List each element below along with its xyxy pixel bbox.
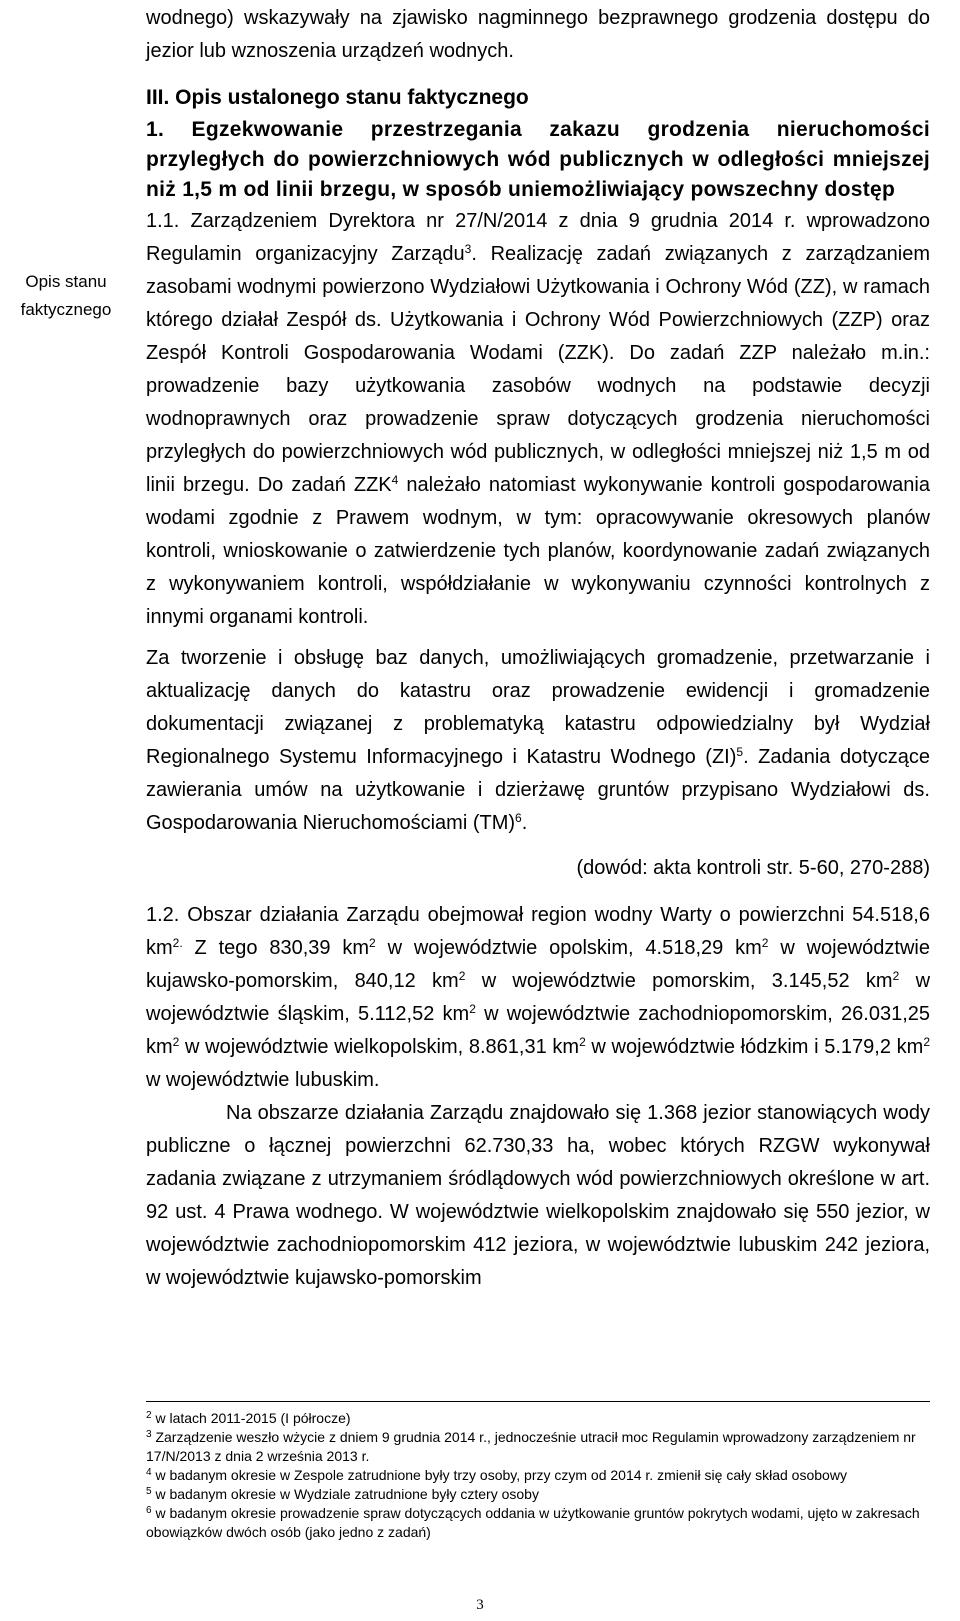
footnote-5	[146, 1485, 930, 1504]
section-heading: III. Opis ustalonego stanu faktycznego	[146, 86, 529, 109]
p12-s8: 2	[579, 1035, 586, 1049]
paragraph-1-1-text-a: 1.1. Zarządzeniem Dyrektora nr 27/N/2014 z dnia 9 grudnia 2014 r. wprowadzono Regulamin organizacyjny Zarządu	[146, 210, 930, 265]
paragraph-1-1	[146, 205, 930, 634]
paragraph-1-1-text-c: należało natomiast wykonywanie kontroli gospodarowania wodami zgodnie z Prawem wodnym, w tym: opracowywanie okresowych planów kontroli, wnioskowanie o zatwierdzenie tych planów, koordynowanie zadań związanych z wykonywaniem kontroli, współdziałanie w wykonywaniu czynności kontrolnych z innymi organami kontroli.	[146, 474, 930, 628]
p12-t3: w województwie opolskim, 4.518,29 km	[375, 937, 762, 959]
margin-note	[10, 268, 122, 324]
footnote-6-num: 6	[146, 1505, 152, 1516]
margin-note-line-2: faktycznego	[20, 300, 112, 319]
page-number: 3	[476, 1597, 484, 1613]
p12-t7: w województwie zachodniopomorskim, 26.031,25 km	[146, 1003, 930, 1058]
paragraph-1-2	[146, 899, 930, 1097]
p12-t1: 1.2. Obszar działania Zarządu obejmował region wodny Warty o powierzchni 54.518,6 km	[146, 904, 930, 959]
p12-s3: 2	[761, 936, 769, 950]
footnote-4-text: w badanym okresie w Zespole zatrudnione były trzy osoby, przy czym od 2014 r. zmienił się cały skład osobowy	[151, 1467, 847, 1483]
footnote-3-num: 3	[146, 1429, 152, 1440]
p12-s6: 2	[469, 1002, 476, 1016]
margin-note-line-1: Opis stanu	[25, 272, 107, 291]
footnote-6	[146, 1504, 930, 1542]
footnote-ref-5[interactable]: 5	[736, 745, 744, 759]
footnote-3-text: Zarządzenie weszło wżycie z dniem 9 grudnia 2014 r., jednocześnie utracił moc Regulamin wprowadzony zarządzeniem nr 17/N/2013 z dnia 2 września 2013 r.	[146, 1429, 916, 1464]
body-text	[146, 0, 930, 1295]
p12-s9: 2	[923, 1035, 931, 1049]
footnote-6-text: w badanym okresie prowadzenie spraw dotyczących oddania w użytkowanie gruntów pokrytych wodami, ujęto w zakresach obowiązków dwóch osób (jako jedno z zadań)	[146, 1505, 920, 1540]
paragraph-lakes: Na obszarze działania Zarządu znajdowało się 1.368 jezior stanowiących wody publiczne o łącznej powierzchni 62.730,33 ha, wobec których RZGW wykonywał zadania związane z utrzymaniem śródlądowych wód powierzchniowych określone w art. 92 ust. 4 Prawa wodnego. W województwie wielkopolskim znajdowało się 550 jezior, w województwie zachodniopomorskim 412 jeziora, w województwie lubuskim 242 jeziora, w województwie kujawsko-pomorskim	[146, 1102, 930, 1289]
paragraph-zi-text-a: Za tworzenie i obsługę baz danych, umożliwiających gromadzenie, przetwarzanie i aktualizację danych do katastru oraz prowadzenie ewidencji i gromadzenie dokumentacji związanej z problematyką katastru odpowiedzialny był Wydział Regionalnego Systemu Informacyjnego i Katastru Wodnego (ZI)	[146, 647, 930, 768]
p12-s7: 2	[172, 1035, 180, 1049]
footnote-2	[146, 1409, 930, 1428]
paragraph-1-1-text-b: . Realizację zadań związanych z zarządzaniem zasobami wodnymi powierzono Wydziałowi Użytkowania i Ochrony Wód (ZZ), w ramach którego działał Zespół ds. Użytkowania i Ochrony Wód Powierzchniowych (ZZP) oraz Zespół Kontroli Gospodarowania Wodami (ZZK). Do zadań ZZP należało m.in.: prowadzenie bazy użytkowania zasobów wodnych na podstawie decyzji wodnoprawnych oraz prowadzenie spraw dotyczących grodzenia nieruchomości przyległych do powierzchniowych wód publicznych, w odległości mniejszej niż 1,5 m od linii brzegu. Do zadań ZZK	[146, 243, 931, 496]
footnote-3	[146, 1428, 930, 1466]
footnote-5-text: w badanym okresie w Wydziale zatrudnione były cztery osoby	[151, 1486, 539, 1502]
p12-s5: 2	[892, 969, 900, 983]
footnote-ref-6[interactable]: 6	[515, 811, 522, 825]
p12-s1: 2.	[172, 936, 183, 950]
p12-s2: 2	[369, 936, 376, 950]
footnote-4	[146, 1466, 930, 1485]
p12-t10: w województwie lubuskim.	[146, 1069, 380, 1091]
p12-t9: w województwie łódzkim i 5.179,2 km	[585, 1036, 924, 1058]
footnote-5-num: 5	[146, 1486, 152, 1497]
p12-t8: w województwie wielkopolskim, 8.861,31 km	[179, 1036, 580, 1058]
p12-t6: w województwie śląskim, 5.112,52 km	[146, 970, 931, 1025]
footnote-2-num: 2	[146, 1410, 152, 1421]
p12-t4: w województwie kujawsko-pomorskim, 840,12 km	[146, 937, 930, 992]
footnote-divider	[146, 1401, 930, 1402]
intro-paragraph: wodnego) wskazywały na zjawisko nagminnego bezprawnego grodzenia dostępu do jezior lub wznoszenia urządzeń wodnych.	[146, 7, 930, 62]
p12-t5: w województwie pomorskim, 3.145,52 km	[465, 970, 893, 992]
paragraph-zi	[146, 642, 930, 840]
footnote-ref-3[interactable]: 3	[464, 242, 472, 256]
footnote-2-text: w latach 2011-2015 (I półrocze)	[151, 1410, 351, 1426]
p12-s4: 2	[458, 969, 466, 983]
subsection-heading: 1. Egzekwowanie przestrzegania zakazu grodzenia nieruchomości przyległych do powierzchniowych wód publicznych w odległości mniejszej niż 1,5 m od linii brzegu, w sposób uniemożliwiający powszechny dostęp	[146, 118, 930, 201]
footnotes	[146, 1409, 930, 1542]
paragraph-zi-text-b: . Zadania dotyczące zawierania umów na użytkowanie i dzierżawę gruntów przypisano Wydziałowi ds. Gospodarowania Nieruchomościami (TM)	[146, 746, 931, 834]
p12-t2: Z tego 830,39 km	[182, 937, 370, 959]
footnote-ref-4[interactable]: 4	[391, 473, 399, 487]
paragraph-zi-text-c: .	[521, 812, 528, 834]
evidence-note: (dowód: akta kontroli str. 5-60, 270-288)	[576, 857, 930, 879]
footnote-4-num: 4	[146, 1467, 152, 1478]
